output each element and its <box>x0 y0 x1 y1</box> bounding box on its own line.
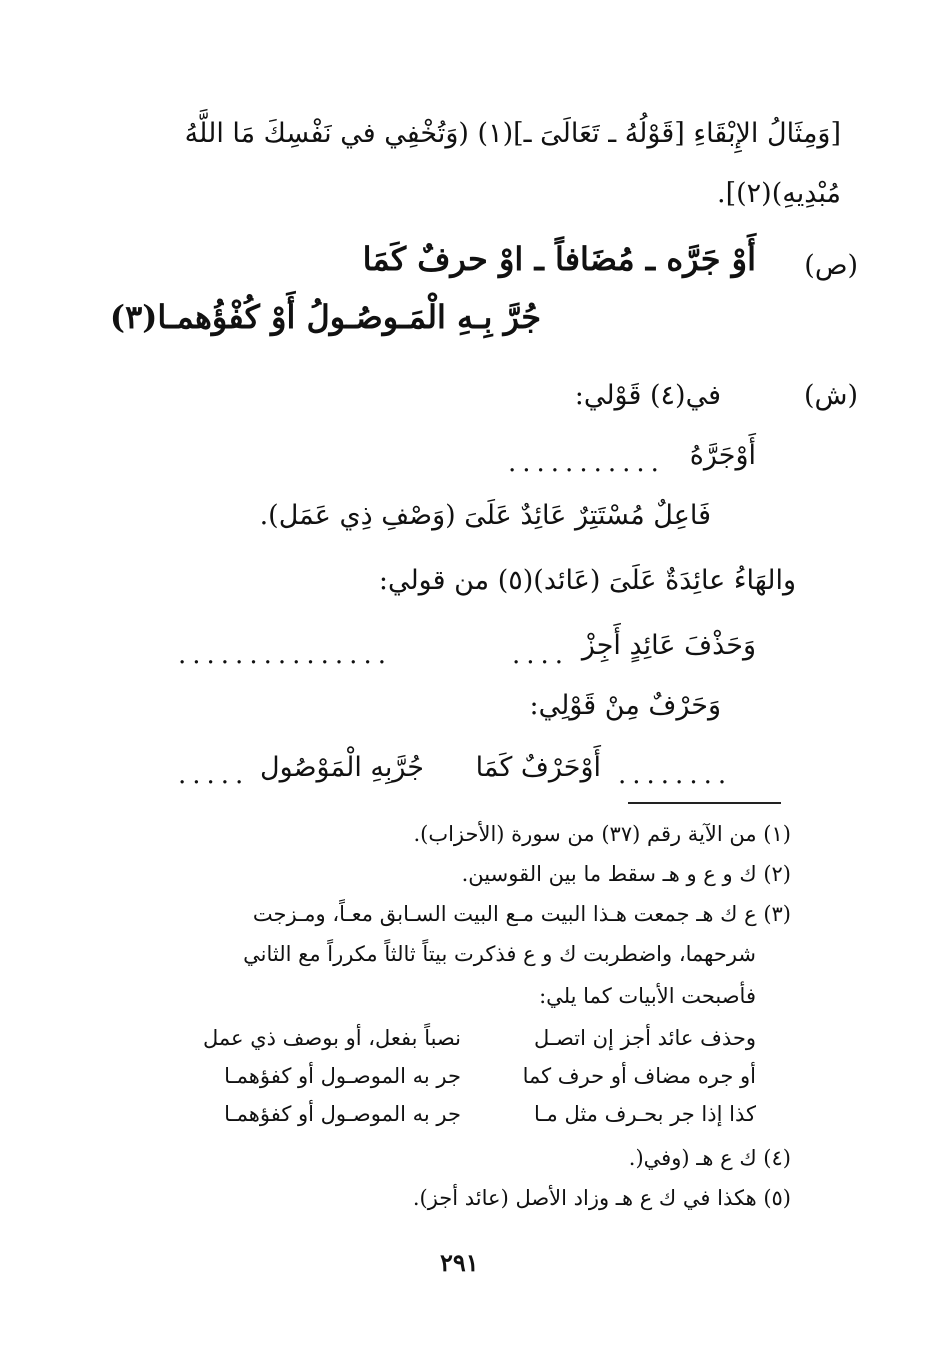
verse-2-right: أو جره مضاف أو حرف كما <box>522 1064 756 1088</box>
sharh-line-4: والهَاءُ عائِدَةٌ عَلَىَ (عَائد)(٥) من قولي: <box>378 565 796 596</box>
footnote-3-line-1: (٣) ع ك هـ جمعت هـذا البيت مـع البيت السـابق معـاً، ومـزجت <box>252 902 791 926</box>
quote-3-mid: جُرَّبِهِ الْمَوْصُول <box>260 752 424 783</box>
verse-3-left: جر به الموصـول أو كفؤهمـا <box>224 1102 461 1126</box>
quote-2-left-dots: ............... <box>178 640 392 670</box>
quote-3-left-dots: ..... <box>178 760 250 790</box>
footnote-5: (٥) هكذا في ك ع هـ وزاد الأصل (عائد أجز). <box>412 1186 791 1210</box>
matn-marker: (ص) <box>804 250 858 281</box>
footnote-3-line-3: فأصبحت الأبيات كما يلي: <box>539 984 756 1008</box>
intro-line-2: مُبْدِيهِ)(٢)]. <box>716 178 841 209</box>
sharh-line-3: فَاعِلٌ مُسْتَتِرٌ عَائِدٌ عَلَىَ (وَصْفِ ذِي عَمَل). <box>259 500 711 531</box>
sharh-line-1: في(٤) قَوْلي: <box>574 380 721 411</box>
footnote-4: (٤) ك ع هـ (وفي(. <box>628 1146 791 1170</box>
sharh-line-6: وَحَرْفٌ مِنْ قَوْلِي: <box>529 690 721 721</box>
footnote-3-line-2: شرحهما، واضطربت ك و ع فذكرت بيتاً ثالثاً مكرراً مع الثاني <box>243 942 756 966</box>
quote-3-right-dots: ........ <box>618 760 733 790</box>
verse-3-right: كذا إذا جر بحـرف مثل مـا <box>533 1102 756 1126</box>
quote-1: أَوْجَرَّهُ <box>689 440 756 471</box>
footnote-separator <box>628 802 781 804</box>
quote-2-mid-dots: .... <box>512 640 570 670</box>
footnote-2: (٢) ك و ع و هـ سقط ما بين القوسين. <box>461 862 791 886</box>
page-number: ٢٩١ <box>440 1248 479 1277</box>
footnote-1: (١) من الآية رقم (٣٧) من سورة (الأحزاب). <box>413 822 791 846</box>
matn-line-2: جُرَّ بِـهِ الْمَـوصُـولُ أَوْ كُفْؤُهمـا(٣) <box>109 298 541 336</box>
sharh-marker: (ش) <box>803 380 858 411</box>
quote-3-right: أَوْحَرْفٌ كَمَا <box>475 752 601 783</box>
verse-1-right: وحذف عائد أجز إن اتصـل <box>533 1026 756 1050</box>
matn-line-1: أَوْ جَرَّه ـ مُضَافاً ـ اوْ حرفٌ كَمَا <box>362 240 756 278</box>
verse-2-left: جر به الموصـول أو كفؤهمـا <box>224 1064 461 1088</box>
verse-1-left: نصباً بفعل، أو بوصف ذي عمل <box>202 1026 461 1050</box>
intro-line-1: [وَمِثَالُ الإِبْقَاءِ [قَوْلُهُ ـ تَعَالَىَ ـ](١) (وَتُخْفِي في نَفْسِكَ مَا اللَّهُ <box>184 118 841 149</box>
quote-1-dots: ........... <box>508 448 665 478</box>
quote-2: وَحَذْفَ عَائِدٍ أَجِزْ <box>581 630 756 661</box>
